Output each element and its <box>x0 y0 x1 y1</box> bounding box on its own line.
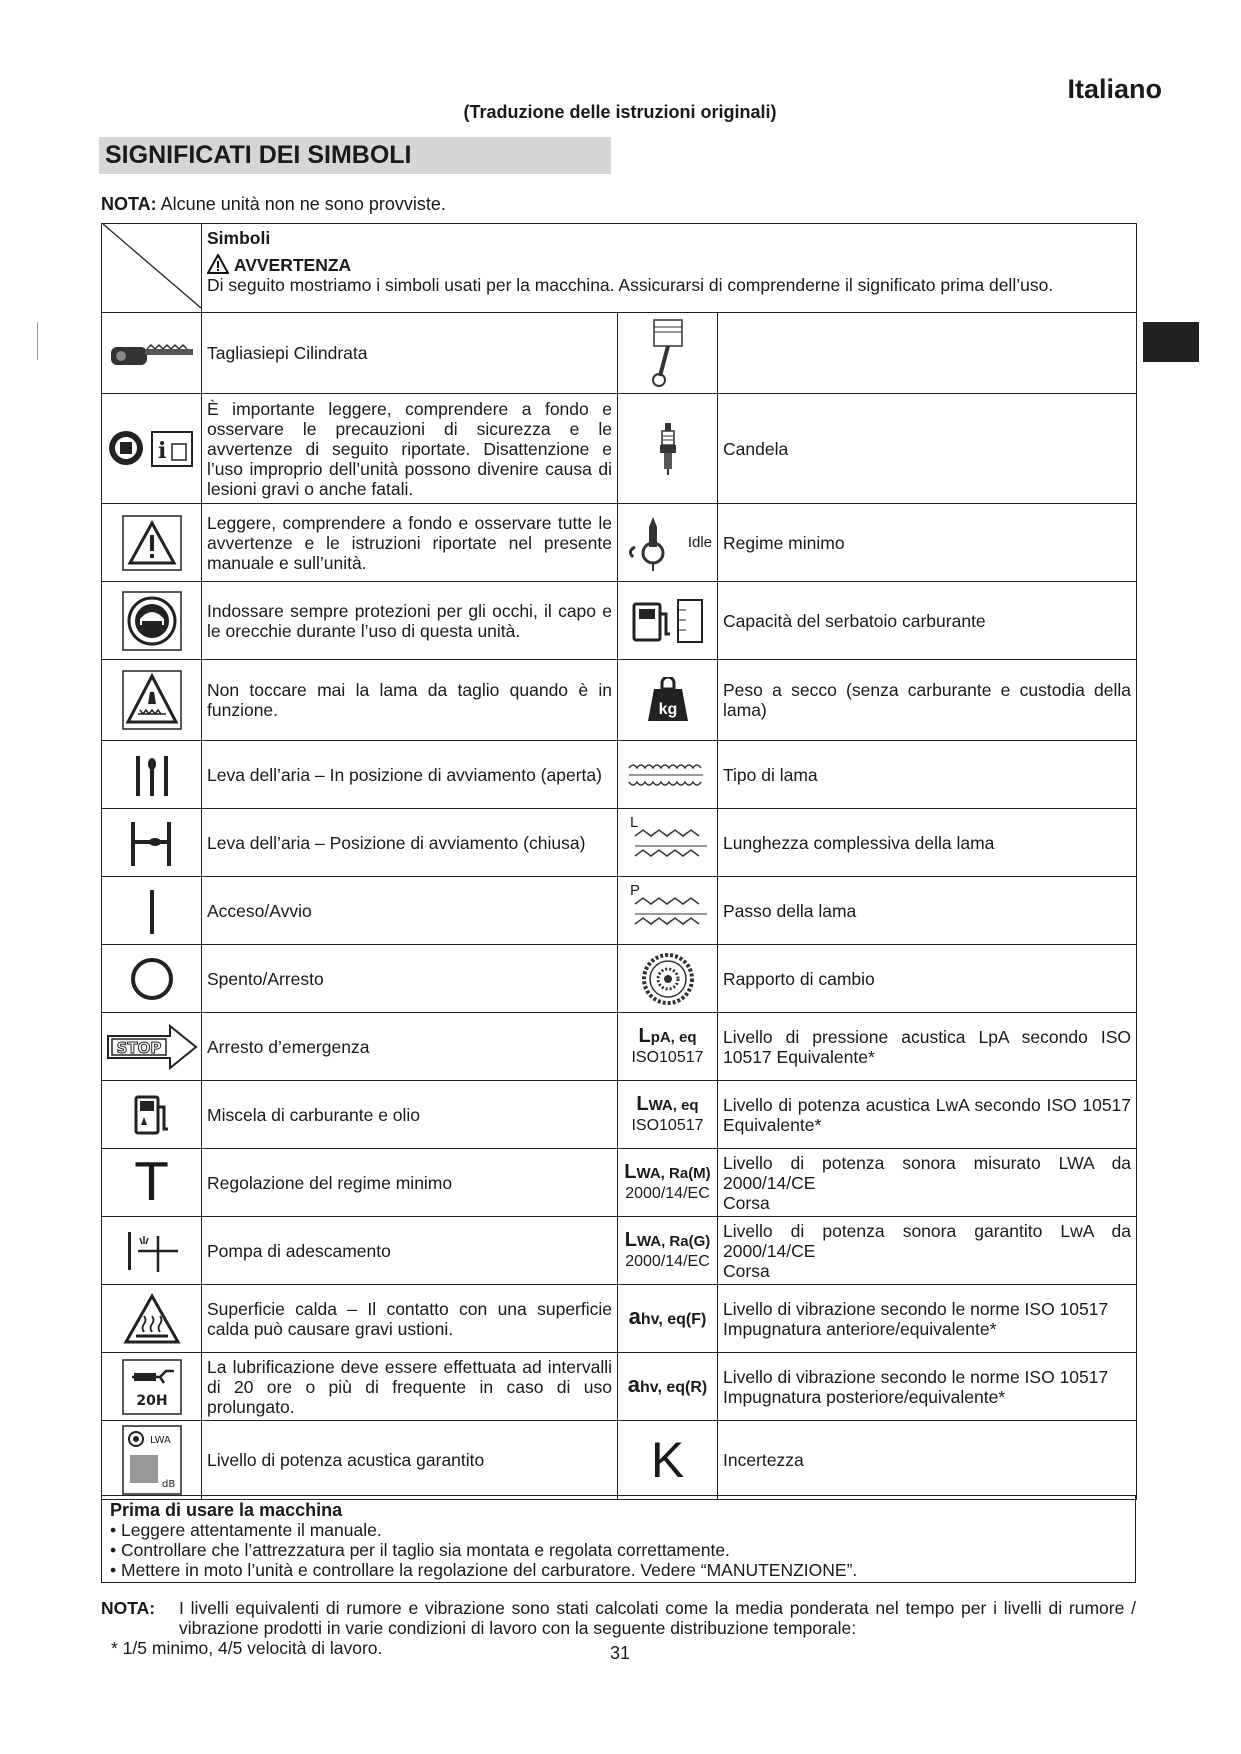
symbol-description: Livello di potenza acustica LwA secondo ISO 10517 Equivalente* <box>723 1094 1132 1135</box>
right-text-cell <box>718 1013 1137 1081</box>
symbols-table <box>101 223 1137 1500</box>
fuel-mix-icon <box>130 1091 174 1139</box>
fuel-tank-icon <box>628 596 708 646</box>
language-tab-marker <box>1143 322 1199 362</box>
protection-gear-icon <box>122 591 182 651</box>
blade-length-label: L <box>630 814 639 831</box>
symbol-description: Leggere, comprendere a fondo e osservare tutte le avvertenze e le istruzioni riportate nel presente manuale e sull’unità. <box>207 512 612 573</box>
symbol-description: Livello di potenza sonora garantito LwA da 2000/14/CE <box>723 1220 1132 1261</box>
right-text-cell <box>718 1081 1137 1149</box>
symbol-description: Leva dell’aria – Posizione di avviamento (chiusa) <box>207 832 586 853</box>
lwa-ram-formula <box>618 1149 718 1217</box>
table-row <box>102 394 1137 504</box>
left-text-cell <box>202 660 618 741</box>
piston-icon <box>646 318 690 388</box>
right-text-cell <box>718 809 1137 877</box>
choke-open-icon <box>132 750 172 800</box>
header-diagonal-cell <box>102 224 202 313</box>
symbol-description: Spento/Arresto <box>207 968 324 989</box>
table-row <box>102 313 1137 394</box>
symbol-description: Livello di pressione acustica LpA secondo ISO 10517 Equivalente* <box>723 1026 1132 1067</box>
symbol-description-extra: Corsa <box>723 1260 770 1281</box>
idle-adjust-icon: T <box>135 1152 168 1213</box>
on-icon <box>142 886 162 936</box>
primer-pump-icon <box>122 1226 182 1276</box>
idle-icon-text: Idle <box>687 533 713 551</box>
table-row <box>102 660 1137 741</box>
before-use-box <box>101 1495 1136 1583</box>
formula-subscript: pA, eq <box>650 1028 697 1046</box>
symbol-description-extra: Impugnatura anteriore/equivalente* <box>723 1318 997 1339</box>
symbol-description: Arresto d’emergenza <box>207 1036 370 1057</box>
symbol-description: Tipo di lama <box>723 764 818 785</box>
weight-icon-text: kg <box>658 701 677 718</box>
lubrication-icon-text: 20H <box>135 1392 168 1409</box>
symbol-description: La lubrificazione deve essere effettuata ad intervalli di 20 ore o più di frequente in caso di uso prolungato. <box>207 1356 612 1417</box>
symbol-description: È importante leggere, comprendere a fondo e osservare le precauzioni di sicurezza e le avvertenze di seguito riportate. Disattenzione e l’uso improprio dell’unità possono divenire causa di lesioni gravi o anche fatali. <box>207 398 612 499</box>
page-number: 31 <box>609 1643 631 1663</box>
right-text-cell <box>718 877 1137 945</box>
symbol-description: Leva dell’aria – In posizione di avviamento (aperta) <box>207 764 602 785</box>
table-row <box>102 1081 1137 1149</box>
table-row <box>102 945 1137 1013</box>
note-label: NOTA: <box>101 194 157 214</box>
diagonal-line <box>103 224 201 308</box>
formula-subscript: WA, Ra(M) <box>636 1164 711 1182</box>
right-text-cell <box>718 1149 1137 1217</box>
symbol-description: Pompa di adescamento <box>207 1240 391 1261</box>
section-title: SIGNIFICATI DEI SIMBOLI <box>99 137 611 174</box>
symbol-description: Regime minimo <box>723 532 845 553</box>
symbol-description: Lunghezza complessiva della lama <box>723 832 995 853</box>
formula-standard: ISO10517 <box>631 1048 704 1066</box>
symbol-description-extra: Corsa <box>723 1192 770 1213</box>
symbol-description: Livello di potenza sonora misurato LWA da 2000/14/CE <box>723 1152 1132 1193</box>
warning-line <box>207 254 1131 275</box>
gear-ratio-icon <box>628 951 708 1007</box>
left-text-cell <box>202 809 618 877</box>
formula-standard: ISO10517 <box>631 1116 704 1134</box>
symbol-description: Acceso/Avvio <box>207 900 312 921</box>
sound-power-icon-unit: dB <box>161 1479 175 1490</box>
symbol-description: Livello di vibrazione secondo le norme ISO 10517 <box>723 1298 1109 1319</box>
right-text-cell <box>718 582 1137 660</box>
symbol-description-extra: Impugnatura posteriore/equivalente* <box>723 1386 1006 1407</box>
formula-main: a <box>628 1304 641 1329</box>
right-text-cell <box>718 1285 1137 1353</box>
symbol-description: Miscela di carburante e olio <box>207 1104 421 1125</box>
formula-standard: 2000/14/EC <box>625 1184 710 1202</box>
symbol-description: Livello di potenza acustica garantito <box>207 1450 485 1470</box>
formula-subscript: WA, eq <box>648 1096 699 1114</box>
blade-hazard-icon <box>122 670 182 730</box>
blade-pitch-label: P <box>630 882 641 899</box>
symbol-description: Candela <box>723 438 789 459</box>
symbol-description: Tagliasiepi Cilindrata <box>207 343 368 363</box>
before-use-item: • Leggere attentamente il manuale. <box>110 1520 382 1540</box>
warning-label: AVVERTENZA <box>233 255 352 275</box>
hedge-trimmer-icon <box>107 333 197 373</box>
right-text-cell <box>718 1353 1137 1421</box>
left-text-cell <box>202 1149 618 1217</box>
table-row <box>102 1013 1137 1081</box>
left-text-cell <box>202 504 618 582</box>
formula-standard: 2000/14/EC <box>625 1252 710 1270</box>
left-text-cell <box>202 1081 618 1149</box>
symbol-description: Non toccare mai la lama da taglio quando è in funzione. <box>207 680 612 720</box>
warning-triangle-icon <box>122 515 182 571</box>
right-text-cell <box>718 313 1137 394</box>
table-row <box>102 1353 1137 1421</box>
right-text-cell <box>718 945 1137 1013</box>
table-header-description: Di seguito mostriamo i simboli usati per la macchina. Assicurarsi di comprenderne il significato prima dell’uso. <box>207 275 1054 295</box>
formula-subscript: hv, eq(R) <box>639 1379 708 1396</box>
document-subtitle: (Traduzione delle istruzioni originali) <box>463 102 777 122</box>
sound-power-icon-text: LWA <box>149 1435 171 1446</box>
right-text-cell <box>718 660 1137 741</box>
symbol-description: Indossare sempre protezioni per gli occhi, il capo e le orecchie durante l’uso di questa unità. <box>207 600 612 641</box>
note-text: Alcune unità non ne sono provviste. <box>160 194 446 214</box>
right-text-cell <box>718 1421 1137 1500</box>
k-symbol: K <box>650 1432 685 1488</box>
left-text-cell <box>202 313 618 394</box>
table-header-title: Simboli <box>207 228 271 248</box>
left-text-cell <box>202 877 618 945</box>
off-icon <box>127 954 177 1004</box>
right-text-cell <box>718 741 1137 809</box>
formula-subscript: hv, eq(F) <box>640 1311 707 1328</box>
right-text-cell <box>718 504 1137 582</box>
bottom-note-text: I livelli equivalenti di rumore e vibrazione sono stati calcolati come la media ponderata nel tempo per i livelli di rumore / vibrazione prodotti in varie condizioni di lavoro con la seguente distribuzione temporale: <box>179 1598 1136 1638</box>
left-text-cell <box>202 1285 618 1353</box>
table-row <box>102 582 1137 660</box>
table-row <box>102 504 1137 582</box>
choke-closed-icon <box>127 818 177 868</box>
left-text-cell <box>202 1217 618 1285</box>
svg-text:i: i <box>157 437 166 464</box>
bottom-note-label: NOTA: <box>101 1598 156 1618</box>
warning-triangle-small-icon <box>207 254 229 274</box>
weight-icon <box>646 677 690 723</box>
lubrication-icon <box>122 1359 182 1415</box>
ahv-f-formula <box>618 1285 718 1353</box>
formula-main: L <box>638 1024 651 1047</box>
table-row <box>102 809 1137 877</box>
symbol-description: Incertezza <box>723 1450 804 1470</box>
hot-surface-icon <box>122 1292 182 1346</box>
margin-mark <box>37 322 38 360</box>
before-use-item: • Controllare che l’attrezzatura per il taglio sia montata e regolata correttamente. <box>110 1540 730 1560</box>
left-text-cell <box>202 1013 618 1081</box>
right-text-cell <box>718 394 1137 504</box>
bottom-note-footnote: * 1/5 minimo, 4/5 velocità di lavoro. <box>111 1638 383 1658</box>
left-text-cell <box>202 394 618 504</box>
table-row <box>102 1149 1137 1217</box>
stop-icon-text: STOP <box>116 1038 161 1057</box>
formula-main: L <box>636 1092 649 1115</box>
spark-plug-icon <box>656 421 680 477</box>
ahv-r-formula <box>618 1353 718 1421</box>
left-text-cell <box>202 1353 618 1421</box>
left-text-cell <box>202 1421 618 1500</box>
lwa-formula <box>618 1081 718 1149</box>
left-text-cell <box>202 945 618 1013</box>
symbol-description: Livello di vibrazione secondo le norme ISO 10517 <box>723 1366 1109 1387</box>
symbol-description: Superficie calda – Il contatto con una superficie calda può causare gravi ustioni. <box>207 1298 612 1339</box>
formula-main: L <box>624 1160 637 1183</box>
table-row <box>102 1421 1137 1500</box>
sound-power-icon <box>122 1425 182 1495</box>
table-row <box>102 1285 1137 1353</box>
lpa-formula <box>618 1013 718 1081</box>
formula-main: a <box>627 1372 640 1397</box>
lwa-rag-formula <box>618 1217 718 1285</box>
symbol-description: Rapporto di cambio <box>723 968 875 989</box>
table-row <box>102 877 1137 945</box>
table-header-row <box>102 224 1137 313</box>
table-row <box>102 741 1137 809</box>
symbol-description: Regolazione del regime minimo <box>207 1172 453 1193</box>
top-note <box>101 194 446 215</box>
right-text-cell <box>718 1217 1137 1285</box>
idle-speed-icon <box>623 513 683 573</box>
symbol-description: Passo della lama <box>723 900 857 921</box>
table-row <box>102 1217 1137 1285</box>
before-use-title: Prima di usare la macchina <box>110 1500 343 1520</box>
symbol-description: Capacità del serbatoio carburante <box>723 610 986 631</box>
formula-main: L <box>624 1228 637 1251</box>
formula-subscript: WA, Ra(G) <box>636 1232 711 1250</box>
left-text-cell <box>202 741 618 809</box>
read-manual-icon <box>106 424 198 474</box>
stop-icon <box>105 1022 199 1072</box>
language-label: Italiano <box>1067 74 1162 104</box>
left-text-cell <box>202 582 618 660</box>
symbol-description: Peso a secco (senza carburante e custodia della lama) <box>723 680 1132 720</box>
before-use-item: • Mettere in moto l’unità e controllare la regolazione del carburatore. Vedere “MANUTENZIONE”. <box>110 1560 858 1580</box>
blade-type-icon <box>625 760 711 790</box>
